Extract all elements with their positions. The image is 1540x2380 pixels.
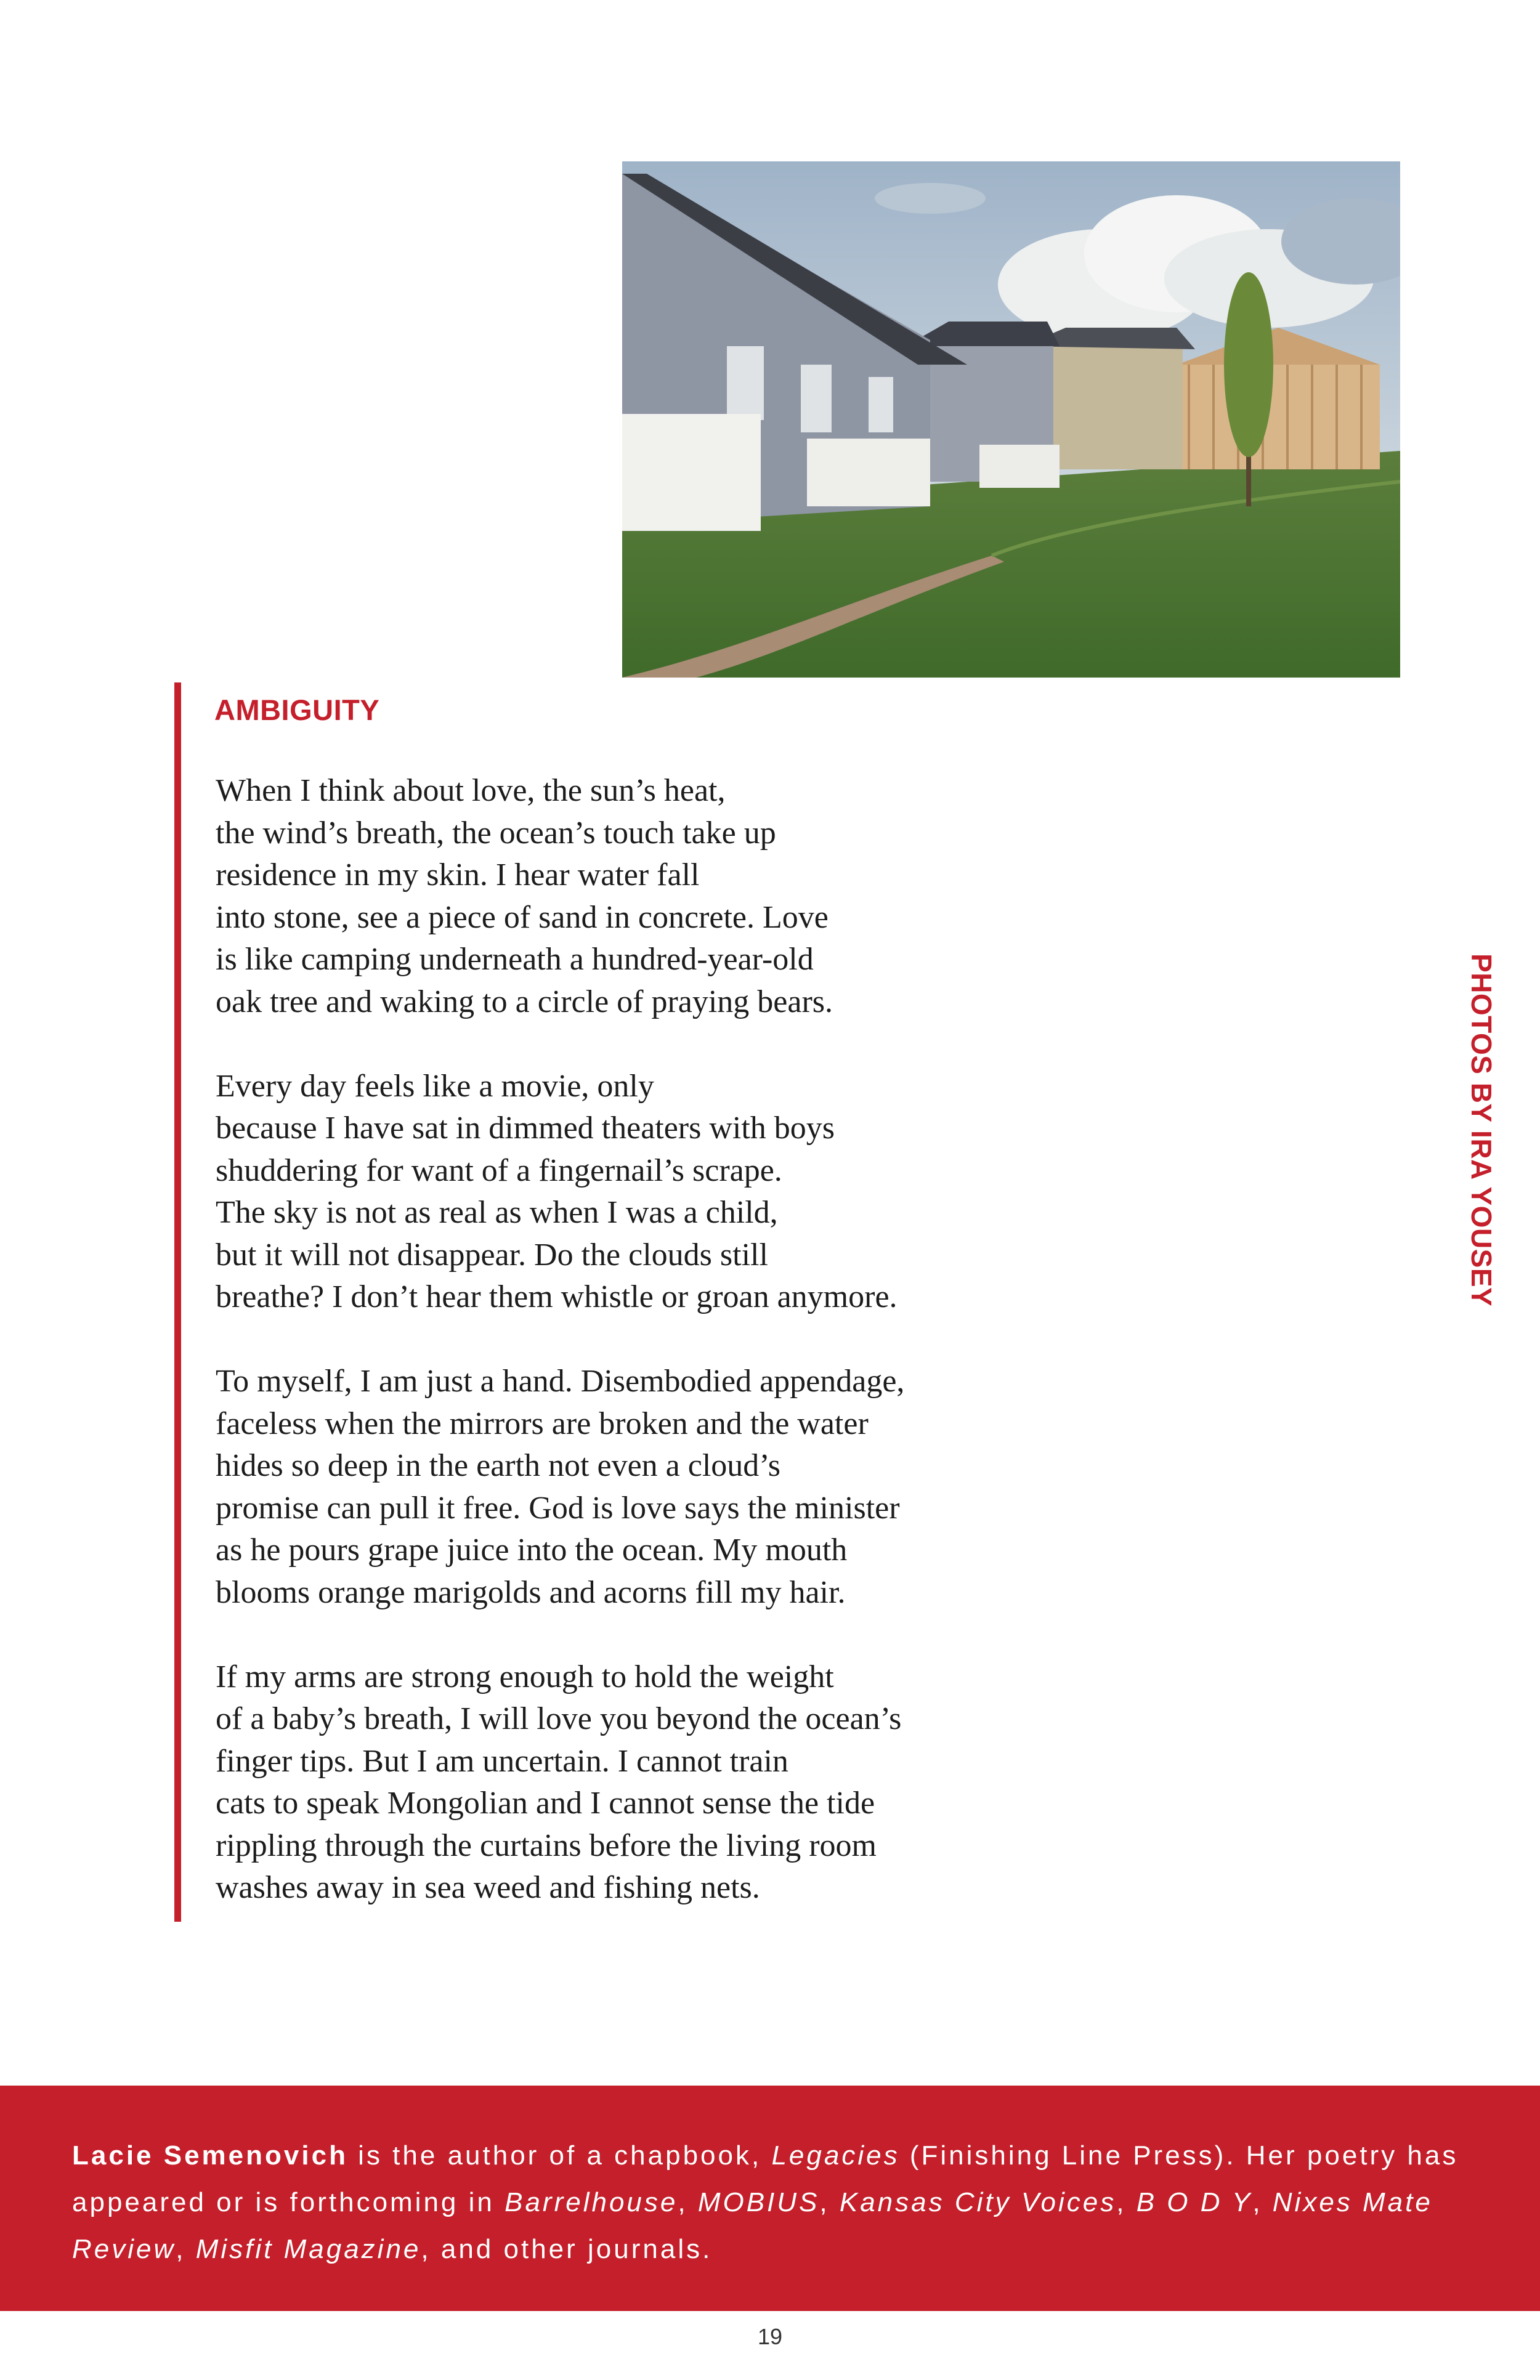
poem-line: cats to speak Mongolian and I cannot sense the tide	[216, 1786, 875, 1821]
journal-title: MOBIUS	[697, 2187, 820, 2217]
poem-line: breathe? I don’t hear them whistle or groan anymore.	[216, 1279, 898, 1314]
poem-line: The sky is not as real as when I was a child,	[216, 1195, 778, 1230]
poem-line: To myself, I am just a hand. Disembodied appendage,	[216, 1364, 905, 1399]
bio-separator: ,	[819, 2187, 840, 2217]
bio-text: , and other journals.	[421, 2234, 713, 2264]
journal-title: Barrelhouse	[505, 2187, 678, 2217]
journal-title: Nixes Mate Review	[72, 2187, 1433, 2264]
journal-title: Kansas City Voices	[839, 2187, 1117, 2217]
poem-line: as he pours grape juice into the ocean. My mouth	[216, 1532, 848, 1568]
poem-line: the wind’s breath, the ocean’s touch take up	[216, 815, 776, 851]
bio-text: (Finishing Line Press). Her poetry has appeared or is forthcoming in	[72, 2140, 1459, 2217]
bio-text: is the author of a chapbook,	[347, 2140, 772, 2171]
poem-line: hides so deep in the earth not even a cloud’s	[216, 1448, 780, 1483]
stanza	[216, 770, 1047, 1023]
poem-line: If my arms are strong enough to hold the weight	[216, 1659, 834, 1694]
stanza	[216, 1066, 1047, 1319]
poem-line: is like camping underneath a hundred-year-old	[216, 942, 814, 977]
stanza	[216, 1361, 1047, 1614]
author-bio	[72, 2132, 1489, 2273]
poem-line: rippling through the curtains before the living room	[216, 1827, 877, 1863]
poem-line: finger tips. But I am uncertain. I cannot train	[216, 1743, 788, 1779]
suburban-houses-photo	[622, 161, 1400, 678]
poem-line: into stone, see a piece of sand in concrete. Love	[216, 899, 829, 935]
poem-line: promise can pull it free. God is love says the minister	[216, 1490, 900, 1526]
page-number: 19	[757, 2324, 783, 2349]
bio-separator: ,	[1252, 2187, 1273, 2217]
stanza	[216, 1656, 1047, 1909]
author-name: Lacie Semenovich	[72, 2140, 348, 2171]
poem-line: oak tree and waking to a circle of praying bears.	[216, 984, 833, 1019]
poem-line: washes away in sea weed and fishing nets.	[216, 1870, 760, 1905]
photo-illustration	[622, 161, 1400, 678]
poem-line: but it will not disappear. Do the clouds still	[216, 1237, 768, 1273]
poem-line: shuddering for want of a fingernail’s scrape.	[216, 1152, 782, 1188]
photo-credit: PHOTOS BY IRA YOUSEY	[1465, 953, 1497, 1307]
poem-line: residence in my skin. I hear water fall	[216, 857, 700, 892]
poem-line: When I think about love, the sun’s heat,	[216, 773, 726, 808]
journal-title: B O D Y	[1136, 2187, 1253, 2217]
poem-line: blooms orange marigolds and acorns fill my hair.	[216, 1574, 846, 1610]
poem-line: Every day feels like a movie, only	[216, 1068, 654, 1104]
poem-body	[216, 770, 1047, 1951]
bio-separator: ,	[678, 2187, 698, 2217]
poem-accent-bar	[174, 682, 181, 1922]
poem-title: AMBIGUITY	[214, 694, 380, 726]
journal-title: Misfit Magazine	[195, 2234, 421, 2264]
book-title: Legacies	[771, 2140, 900, 2171]
bio-separator: ,	[176, 2234, 196, 2264]
bio-separator: ,	[1116, 2187, 1137, 2217]
poem-line: faceless when the mirrors are broken and the water	[216, 1406, 869, 1441]
poem-line: of a baby’s breath, I will love you beyond the ocean’s	[216, 1701, 902, 1736]
poem-line: because I have sat in dimmed theaters with boys	[216, 1111, 835, 1146]
